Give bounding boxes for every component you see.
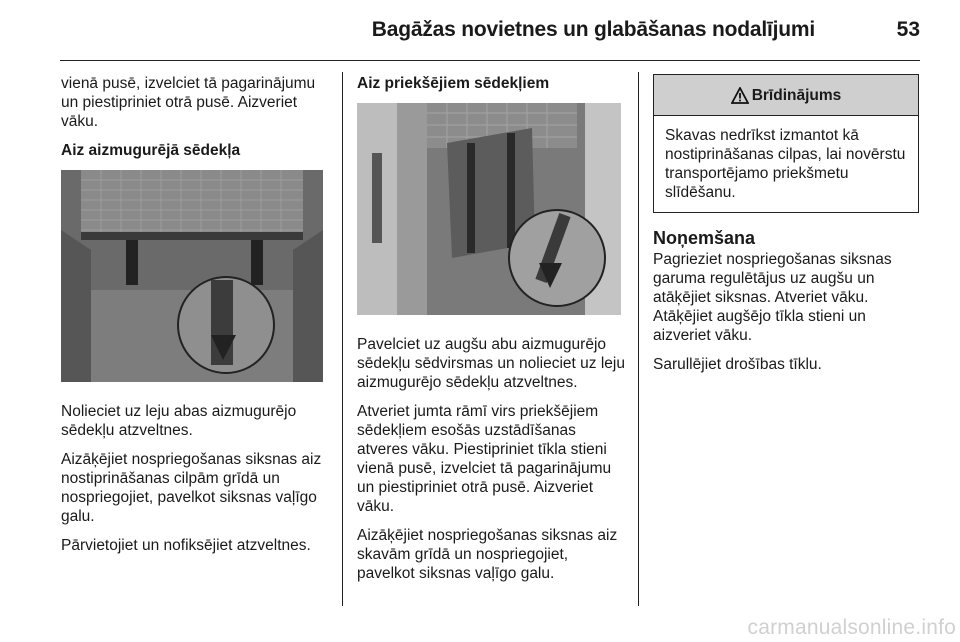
- column-3: [653, 74, 919, 384]
- header-divider: [60, 60, 920, 61]
- col2-step-hook-straps: Aizāķējiet nospriegošanas siksnas aiz skavām grīdā un nospriegojiet, pavelkot siksnas vaļīgo galu.: [357, 527, 618, 582]
- col1-step-hook-straps: Aizāķējiet nospriegošanas siksnas aiz nostiprināšanas cilpām grīdā un nospriegojiet, pavelkot siksnas vaļīgo galu.: [61, 451, 322, 525]
- warning-header: [654, 75, 918, 116]
- col1-intro-paragraph: vienā pusē, izvelciet tā pagarinājumu un piestipriniet otrā pusē. Aizveriet vāku.: [61, 75, 316, 130]
- warning-text: Skavas nedrīkst izmantot kā nostiprināšanas cilpas, lai novērstu transportējamo priekšmetu slīdēšanu.: [665, 127, 906, 201]
- warning-box: [653, 74, 919, 213]
- column-divider-left: [342, 72, 343, 606]
- col1-step-fold-backrests: Nolieciet uz leju abas aizmugurējo sēdekļu atzveltnes.: [61, 403, 297, 439]
- col2-step-fold-seats: Pavelciet uz augšu abu aizmugurējo sēdekļu sēdvirsmas un nolieciet uz leju aizmugurējo sēdekļu atzveltnes.: [357, 336, 625, 391]
- warning-triangle-icon: [731, 87, 749, 104]
- column-2: [357, 74, 625, 593]
- warning-title: Brīdinājums: [751, 86, 842, 104]
- col1-step-lock-backrests: Pārvietojiet un nofiksējiet atzveltnes.: [61, 537, 311, 554]
- removal-heading: Noņemšana: [653, 228, 756, 248]
- watermark: carmanualsonline.info: [747, 616, 956, 639]
- front-seat-heading: Aiz priekšējiem sēdekļiem: [357, 75, 550, 92]
- rear-seat-illustration: [61, 170, 323, 382]
- page-number: 53: [896, 18, 920, 41]
- page-header-title: Bagāžas novietnes un glabāšanas nodalījumi: [371, 18, 815, 41]
- front-seat-illustration: [357, 103, 621, 315]
- rear-seat-heading: Aiz aizmugurējā sēdekļa: [61, 142, 241, 159]
- col2-step-attach-net-bar: Atveriet jumta rāmī virs priekšējiem sēdekļiem esošās uzstādīšanas atveres vāku. Piestipriniet tīkla stieni vienā pusē, izvelciet tā pagarinājumu un piestipriniet otrā pusē. Aizveriet vāku.: [357, 403, 612, 515]
- column-1: [61, 74, 329, 565]
- col3-roll-up-net: Sarullējiet drošības tīklu.: [653, 356, 822, 373]
- col3-removal-steps: Pagrieziet nospriegošanas siksnas garuma regulētājus uz augšu un atāķējiet siksnas. Atveriet vāku. Atāķējiet augšējo tīkla stieni un aizveriet vāku.: [653, 251, 892, 344]
- column-divider-right: [638, 72, 639, 606]
